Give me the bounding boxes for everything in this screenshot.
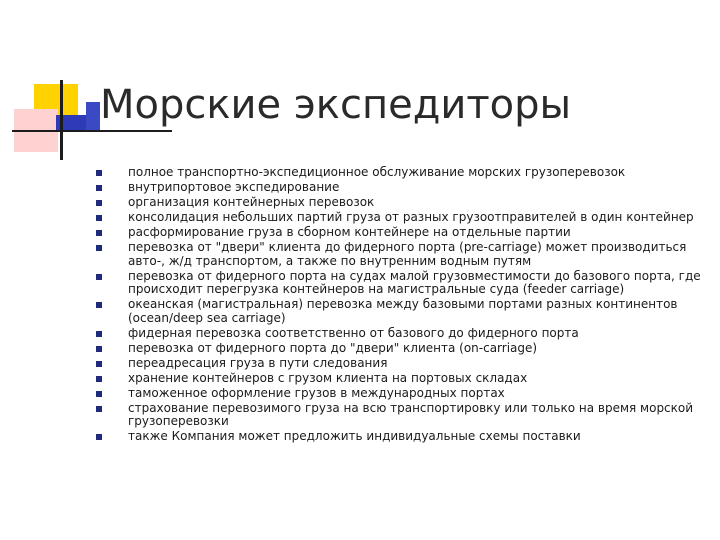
list-item — [94, 270, 704, 297]
list-item — [94, 372, 704, 386]
list-item-text: организация контейнерных перевозок — [128, 195, 375, 209]
bullet-list — [94, 166, 704, 445]
list-item — [94, 357, 704, 371]
list-item-text: страхование перевозимого груза на всю транспортировку или только на время морской грузоперевозки — [128, 400, 694, 428]
slide-title: Морские экспедиторы — [100, 82, 572, 128]
list-item — [94, 387, 704, 401]
list-item — [94, 342, 704, 356]
list-item-text: перевозка от "двери" клиента до фидерного порта (pre-carriage) может производиться авто-, ж/д транспортом, а также по внутренним водным путям — [128, 240, 687, 268]
list-item-text: таможенное оформление грузов в международных портах — [128, 385, 505, 400]
square-bullet-icon — [96, 245, 102, 251]
square-bullet-icon — [96, 170, 102, 176]
list-item-text: перевозка от фидерного порта на судах малой грузовместимости до базового порта, где происходит перегрузка контейнеров на магистральные суда (feeder carriage) — [128, 268, 701, 296]
list-item — [94, 402, 704, 429]
list-item — [94, 196, 704, 210]
decor-vertical-line — [60, 80, 63, 160]
list-item — [94, 181, 704, 195]
decor-horizontal-line — [12, 130, 172, 132]
list-item — [94, 327, 704, 341]
list-item-text: фидерная перевозка соответственно от базового до фидерного порта — [128, 325, 579, 340]
square-bullet-icon — [96, 274, 102, 280]
list-item — [94, 211, 704, 225]
decor-blue-block — [86, 102, 100, 132]
list-item-text: полное транспортно-экспедиционное обслуживание морских грузоперевозок — [128, 165, 626, 179]
list-item-text: океанская (магистральная) перевозка между базовыми портами разных континентов (ocean/deep sea carriage) — [128, 297, 678, 325]
square-bullet-icon — [96, 230, 102, 236]
square-bullet-icon — [96, 406, 102, 412]
square-bullet-icon — [96, 200, 102, 206]
list-item — [94, 430, 704, 444]
list-item-text: хранение контейнеров с грузом клиента на портовых складах — [128, 370, 528, 385]
list-item-text: внутрипортовое экспедирование — [128, 180, 340, 194]
list-item-text: также Компания может предложить индивидуальные схемы поставки — [128, 429, 581, 443]
square-bullet-icon — [96, 302, 102, 308]
list-item — [94, 241, 704, 268]
list-item-text: перевозка от фидерного порта до "двери" клиента (on-carriage) — [128, 340, 538, 355]
list-item — [94, 226, 704, 240]
square-bullet-icon — [96, 361, 102, 367]
list-item-text: консолидация небольших партий груза от разных грузоотправителей в один контейнер — [128, 210, 694, 224]
list-item — [94, 298, 704, 325]
square-bullet-icon — [96, 376, 102, 382]
list-item-text: переадресация груза в пути следования — [128, 355, 388, 370]
square-bullet-icon — [96, 346, 102, 352]
square-bullet-icon — [96, 331, 102, 337]
square-bullet-icon — [96, 215, 102, 221]
square-bullet-icon — [96, 185, 102, 191]
square-bullet-icon — [96, 391, 102, 397]
list-item-text: расформирование груза в сборном контейнере на отдельные партии — [128, 225, 571, 239]
list-item — [94, 166, 704, 180]
square-bullet-icon — [96, 434, 102, 440]
